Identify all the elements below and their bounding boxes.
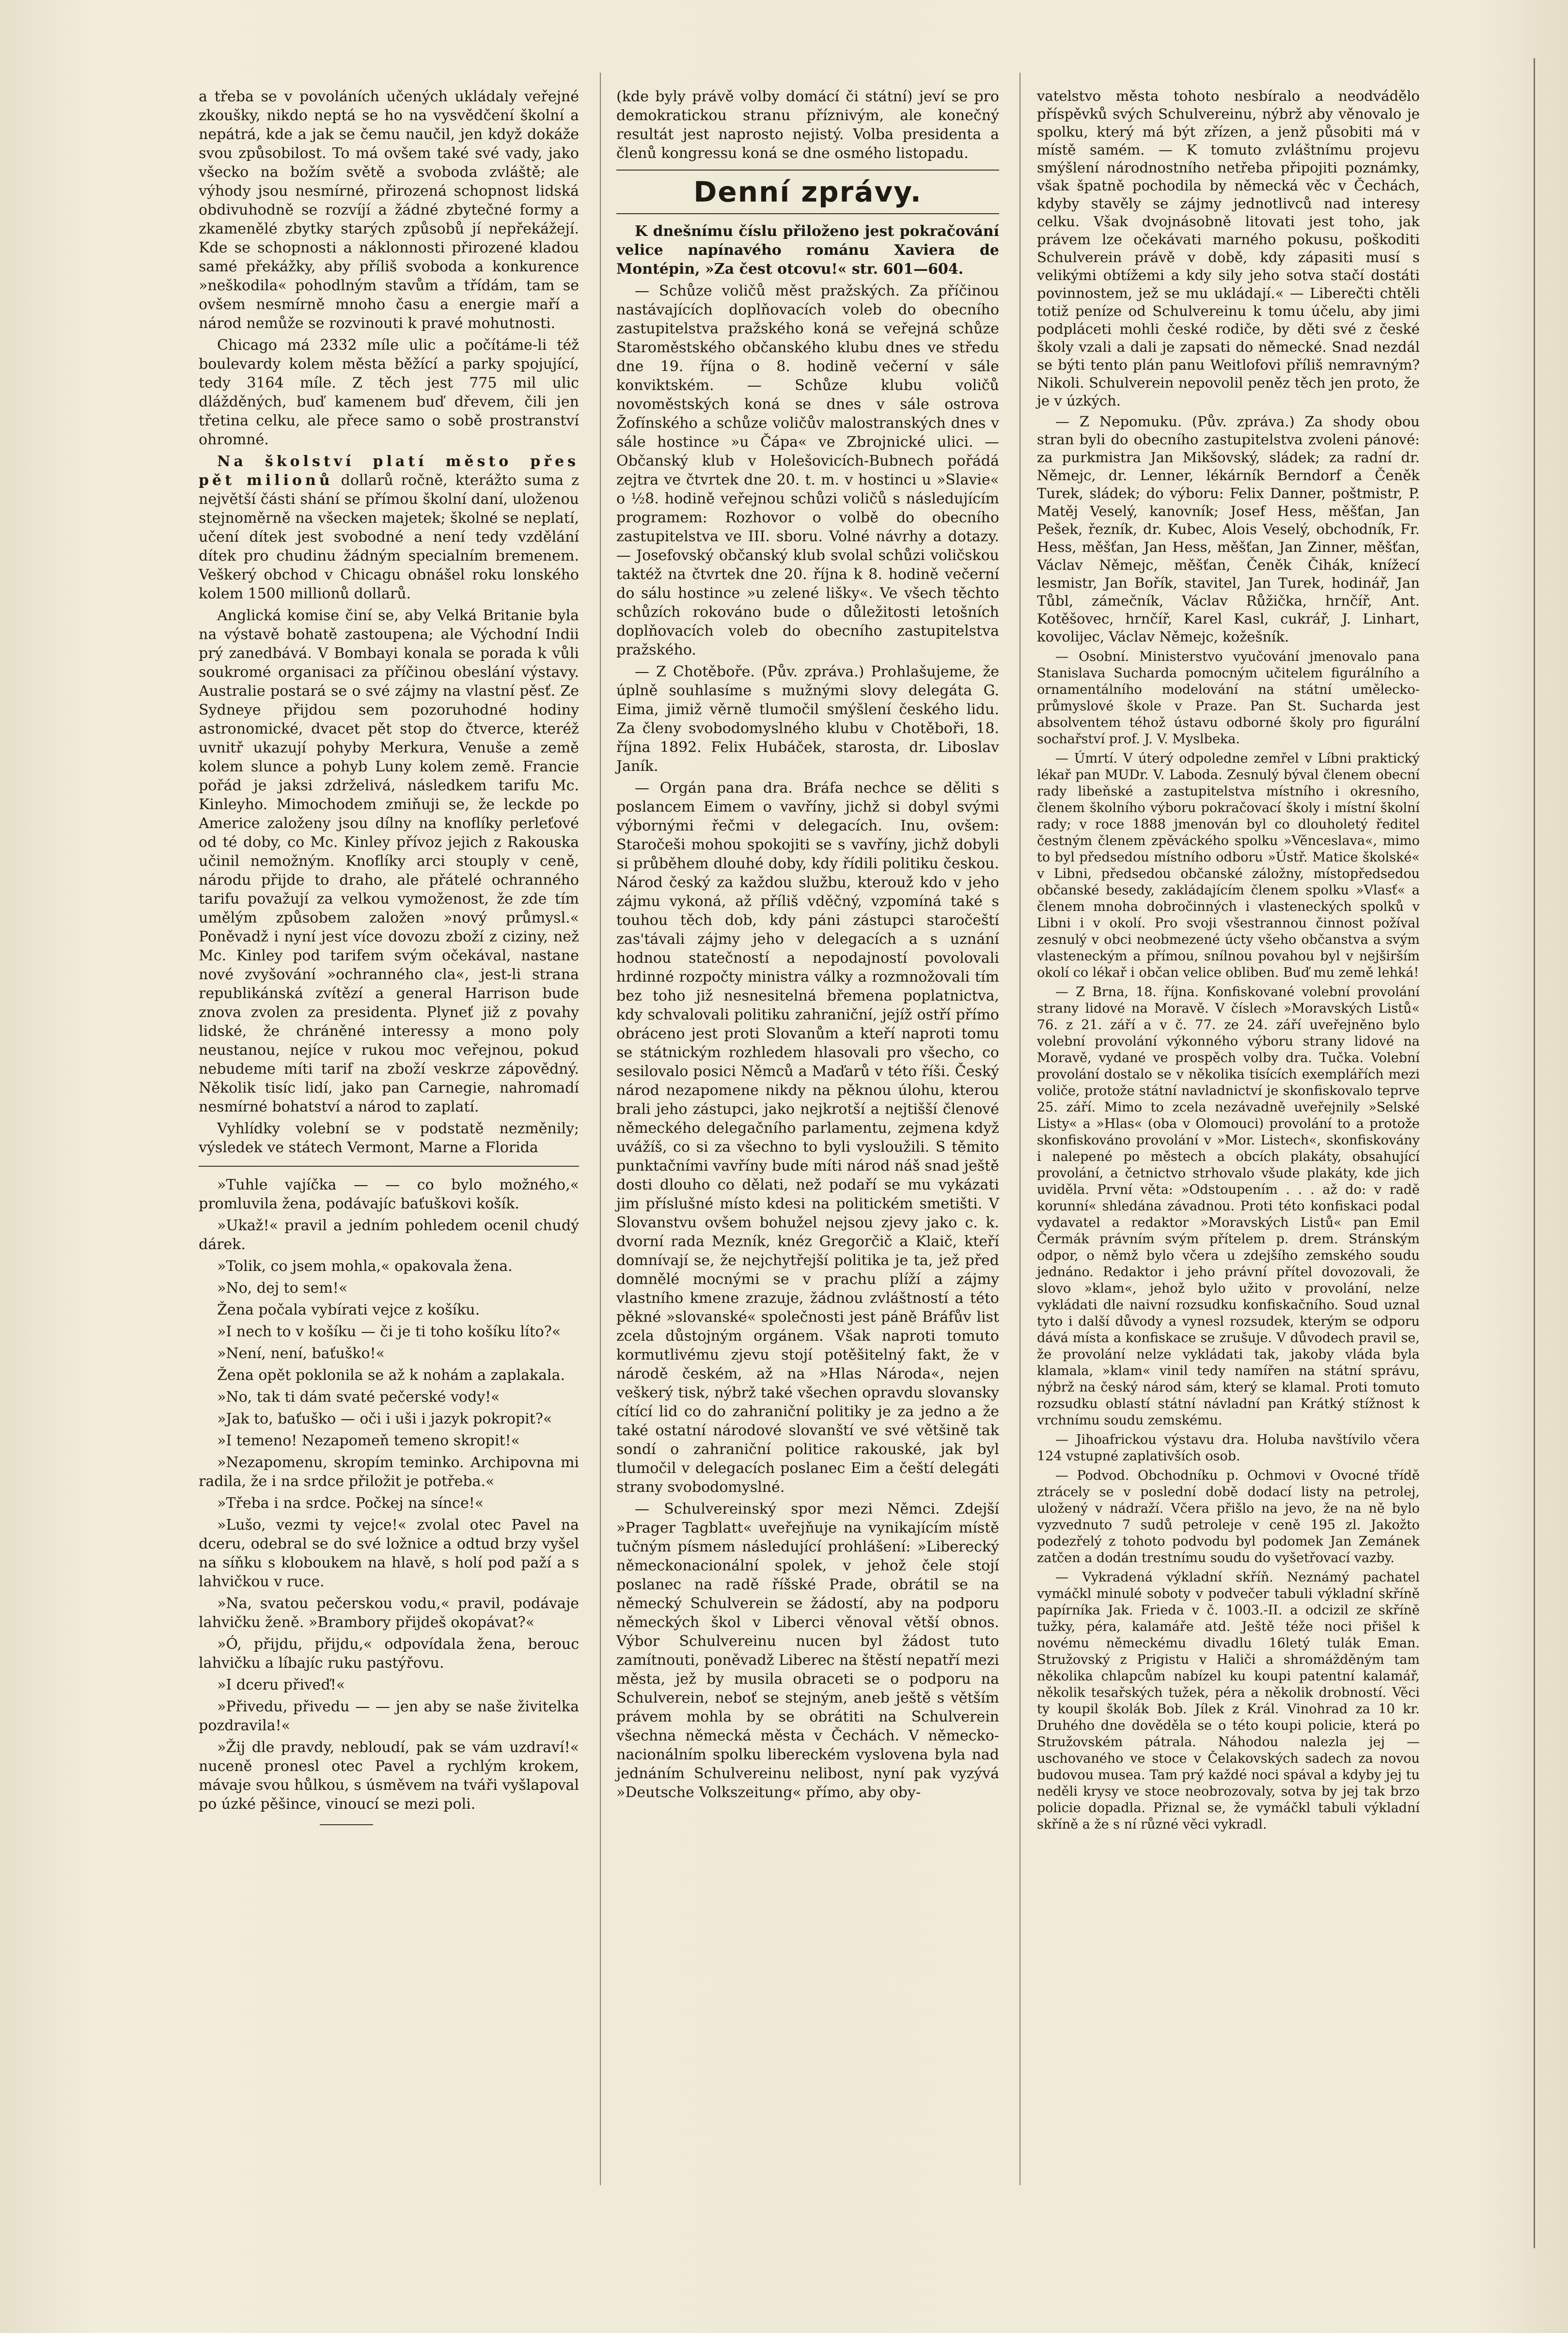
story-line: »Jak to, baťuško — oči i uši i jazyk pokropit?« [217, 1410, 552, 1427]
section-title: Denní zprávy. [616, 170, 999, 214]
story-line: »Tuhle vajíčka — — co bylo možného,« promluvila žena, podávajíc baťuškovi košík. [199, 1176, 579, 1212]
news-item: — Z Chotěboře. (Pův. zpráva.) Prohlašujeme, že úplně souhlasíme s mužnými slovy delegáta G. Eima, jimiž věrně tlumočil smýšlení českého lidu. Za členy svobodomyslného klubu v Chotěboři, 18. října 1892. Felix Hubáček, starosta, dr. Liboslav Janík. [616, 663, 999, 775]
story-line: »I nech to v košíku — či je ti toho košíku líto?« [217, 1323, 561, 1340]
paragraph-text: dollarů ročně, kterážto suma z největší části shání se přímou školní daní, uloženou stejnoměrně na všecken majetek; školné se neplatí, učení dítek jest svobodné a není tedy vzdělání dítek pro chudinu žádným specialním bremenem. Veškerý obchod v Chicagu obnášel roku lonského kolem 1500 millionů dollarů. [199, 472, 579, 602]
column-2 [616, 87, 999, 1805]
column-1 [199, 87, 579, 1825]
story-line: »Žij dle pravdy, nebloudí, pak se vám uzdraví!« nuceně pronesl otec Pavel a rychlým krokem, mávaje svou hůlkou, s úsměvem na tváři vyšlapoval po úzké pěšince, vinoucí se mezi poli. [199, 1739, 579, 1813]
story-line: Žena opět poklonila se až k nohám a zaplakala. [217, 1367, 565, 1384]
news-item: — Vykradená výkladní skříň. Neznámý pachatel vymáčkl minulé soboty v podvečer tabuli výkladní skříně papírníka Jak. Frieda v č. 1003.-II. a odcizil ze skříně tužky, péra, kalamáře atd. Ještě téže noci přišel k novému německému divadlu 16letý tulák Eman. Stružovský z Prigistu v Haliči a shromážděným tam několika chlapcům nabízel ku koupi patentní kalamář, několik tesařských tužek, péra a několik drobností. Věci ty koupil školák Bob. Jílek z Král. Vinohrad za 10 kr. Druhého dne dověděla se o této koupi policie, která po Stružovském pátrala. Náhodou nalezla jej — uschovaného ve stoce v Čelakovských sadech za novou budovou musea. Tam prý každé noci spával a kdyby jej tu neděli krysy ve stoce neobrozovaly, sotva by jej tak brzo policie dopadla. Přiznal se, že vymáčkl tabuli výkladní skříně a že s ní různé věci vykradl. [1037, 1570, 1420, 1832]
paragraph [199, 452, 579, 603]
story-line: »I dceru přiveď!« [217, 1676, 345, 1693]
paragraph: Vyhlídky volební se v podstatě nezměnily; výsledek ve státech Vermont, Marne a Florida [199, 1120, 579, 1156]
story-line: »I temeno! Nezapomeň temeno skropit!« [217, 1432, 520, 1449]
news-item: — Jihoafrickou výstavu dra. Holuba navštívilo včera 124 vstupné zaplativších osob. [1037, 1432, 1420, 1464]
story-line: »Třeba i na srdce. Počkej na sínce!« [217, 1495, 484, 1512]
story-line: »Ukaž!« pravil a jedním pohledem ocenil chudý dárek. [199, 1217, 579, 1253]
end-rule [320, 1824, 373, 1825]
news-item: — Schulvereinský spor mezi Němci. Zdejší »Prager Tagblatt« uveřejňuje na vynikajícím místě tučným písmem následující prohlášení: »Liberecký německonacionální spolek, v jehož čele stojí poslanec na radě říšské Prade, obrátil se na německý Schulverein se žádostí, aby na podporu německých škol v Liberci věnoval větší obnos. Výbor Schulvereinu nucen byl žádost tuto zamítnouti, poněvadž Liberec na štěstí nepatří mezi města, jež by musila obraceti se o podporu na Schulverein, neboť se stejným, aneb ještě s větším právem mohla by se obrátiti na Schulverein všechna německá města v Čechách. V německo-nacionálním spolku libereckém vyslovena byla nad jednáním Schulvereinu nelibost, nyní pak vyzývá »Deutsche Volkszeitung« přímo, aby oby- [616, 1501, 999, 1801]
story-line: »No, dej to sem!« [217, 1280, 348, 1297]
page-edge [1534, 58, 1535, 2248]
story-line: »Tolik, co jsem mohla,« opakovala žena. [217, 1258, 513, 1275]
divider [199, 1166, 579, 1167]
paragraph: Anglická komise činí se, aby Velká Britanie byla na výstavě bohatě zastoupena; ale Východní Indii prý zanedbává. V Bombayi konala se porada k vůli soukromé organisaci za příčinou obeslání výstavy. Australie postará se o své zájmy na vlastní pěsť. Ze Sydneye přijdou sem pozoruhodné hodiny astronomické, dvacet pět stop do čtverce, kteréž uvnitř ukazují pohyby Merkura, Venuše a země kolem slunce a pohyb Luny kolem země. Francie pořád je jaksi zdrželivá, následkem tarifu Mc. Kinleyho. Mimochodem zmiňuji se, že leckde po Americe založeny jsou dílny na knoflíky perleťové od té doby, co Mc. Kinley přívoz jejich z Rakouska učinil nemožným. Knoflíky arci stouply v ceně, národu přijde to draho, ale přátelé ochranného tarifu považují za velkou vymoženost, že zde tím umělým způsobem založen »nový průmysl.« Poněvadž i nyní jest více dovozu zboží z ciziny, než Mc. Kinley pod tarifem svým očekával, nastane nové zvyšování »ochranného cla«, jest-li strana republikánská zvítězí a general Harrison bude znova zvolen za presidenta. Plyneť již z povahy lidské, že chráněné interessy a mono poly neustanou, nejíce v rukou moc veřejnou, pokud nebudeme míti tarif na zboží veskrze zápovědný. Několik tisíc lidí, jako pan Carnegie, nahromadí nesmírné bohatství a národ to zaplatí. [199, 607, 579, 1115]
story-line: »Na, svatou pečerskou vodu,« pravil, podávaje lahvičku ženě. »Brambory přijdeš okopávat?« [199, 1595, 579, 1631]
story-line: »Nezapomenu, skropím teminko. Archipovna mi radila, že i na srdce přiložit je potřeba.« [199, 1454, 579, 1490]
news-item: — Schůze voličů měst pražských. Za příčinou nastávajících doplňovacích voleb do obecního zastupitelstva pražského koná se veřejná schůze Staroměstského občanského klubu dnes ve středu dne 19. října o 8. hodině večerní v sále konviktském. — Schůze klubu voličů novoměstských koná se dnes v sále ostrova Žofínského a schůze voličův malostranských dnes v sále hostince »u Čápa« ve Zbrojnické ulici. — Občanský klub v Holešovicích-Bubnech pořádá zejtra ve čtvrtek dne 20. t. m. v hostinci u »Slavie« o ½8. hodině veřejnou schůzi voličů s následujícím programem: Rozhovor o volbě do obecního zastupitelstva ve III. sboru. Volné návrhy a dotazy. — Josefovský občanský klub svolal schůzi voličskou taktéž na čtvrtek dne 20. října k 8. hodině večerní do sálu hostince »u zelené lišky«. Ve všech těchto schůzích rokováno bude o důležitosti letošních doplňovacích voleb do obecního zastupitelstva pražského. [616, 282, 999, 658]
story-line: »Lušo, vezmi ty vejce!« zvolal otec Pavel na dceru, odebral se do své ložnice a odtud brzy vyšel na síňku s kloboukem na hlavě, s holí pod paží a s lahvičkou v ruce. [199, 1517, 579, 1590]
news-item: — Z Nepomuku. (Pův. zpráva.) Za shody obou stran byli do obecního zastupitelstva zvoleni pánové: za purkmistra Jan Mikšovský, sládek; za radní dr. Němejc, dr. Lenner, lékárník Berndorf a Čeněk Turek, sládek; do výboru: Felix Danner, poštmistr, P. Matěj Veselý, kanovník; Josef Hess, měšťan, Jan Pešek, řezník, dr. Kubec, Alois Veselý, obchodník, Fr. Hess, měšťan, Jan Hess, měšťan, Jan Zinner, měšťan, Václav Němejc, měšťan, Čeněk Čihák, knížecí lesmistr, Jan Bořík, stavitel, Jan Turek, hodinář, Jan Tůbl, zámečník, Václav Růžička, hrnčíř, Ant. Kotěšovec, hrnčíř, Karel Kasl, cukrář, J. Linhart, kovolijec, Václav Němejc, kožešník. [1037, 413, 1420, 645]
news-item: — Podvod. Obchodníku p. Ochmovi v Ovocné třídě ztrácely se v poslední době dodací listy na petrolej, uložený v nádraží. Včera přišlo na jevo, že na ně bylo vyzvednuto 7 sudů petroleje v ceně 195 zl. Jakožto podezřelý z tohoto podvodu byl podomek Jan Zemánek zatčen a dodán trestnímu soudu do vyšetřovací vazby. [1037, 1468, 1420, 1566]
emphasis-text: Na školství platí město přes pět milionů [199, 453, 579, 489]
news-item: — Orgán pana dra. Bráfa nechce se děliti s poslancem Eimem o vavříny, jichž si dobyl svými výbornými řečmi v delegacích. Inu, ovšem: Staročeši mohou spokojiti se s vavříny, jichž dobyli si průběhem dlouhé doby, kdy řídili politiku českou. Národ český za každou službu, kterouž kdo v jeho zájmu vykoná, až příliš vděčný, vzpomíná také s touhou těch dob, kdy páni zástupci staročeští zas'távali zájmy jeho v delegacích a s uznání hodnou statečností a nepodajností povolovali hrdinné rozpočty ministra války a rozmnožovali tím bez toho již nesnesitelná břemena poplatnictva, kdy schvalovali politiku zahraniční, jejíž ostří přímo obráceno jest proti Slovanům a kteří naproti tomu se státnickým rozhledem hlasovali pro všecho, co sesilovalo posici Němců a Maďarů v této říši. Český národ nezapomene nikdy na pěknou úlohu, kterou brali jeho zástupci, jako nejkrotší a nejtišší členové německého delegačního parlamentu, zejmena když uvážíš, co si za všechno to byli vysloužili. S těmito punktačními vavříny bude míti národ náš snad ještě dosti dlouho co dělati, než podaří se mu vykázati jim příslušné místo kdesi na politickém smetišti. V Slovanstvu ovšem bohužel nejsou zjevy jako c. k. dvorní rada Mezník, knéz Gregorčič a Klaič, kteří domnívají se, že nejchytřejší politika je ta, jež před domnělé mocnými se v prachu plíží a zájmy vlastního kmene zrazuje, žádnou zvláštností a této pěkné »slovanské« společnosti jest páně Bráfův list zcela důstojným orgánem. Však naproti tomuto kormutlivému zjevu stojí potěšitelný fakt, že v národě českém, až na »Hlas Národa«, nejen veškerý tisk, nýbrž také všechen opravdu slovansky cítící lid co do zahraniční politiky je za jedno a že také ostatní národové slovanští ve své většině tak sondí o zahraniční politice rakouské, jak byl tlumočil v delegacích poslanec Eim a čeští delegáti strany svobodomyslné. [616, 780, 999, 1496]
news-item: vatelstvo města tohoto nesbíralo a neodvádělo příspěvků svých Schulvereinu, nýbrž aby věnovalo je spolku, který má být zřízen, a jenž působiti má v místě samém. — K tomuto zvláštnímu projevu smýšlení národnostního netřeba připojiti poznámky, však špatně pochodila by německá věc v Čechách, kdyby stavěly se zájmy jednotlivců nad interesy celku. Však dvojnásobně litovati jest toho, jak právem lze očekávati marného pokusu, poškoditi Schulverein právě v době, kdy zápasiti musí s velikými obtížemi a kdy sily jeho sotva stačí dostáti povinnostem, jež se mu ukládají.« — Liberečti chtěli totiž peníze od Schulvereinu k tomu účelu, aby jimi podpláceti mohli české rodiče, by děti své z české školy vzali a dali je zapsati do německé. Snad nezdál se býti tento plán panu Weitlofovi příliš nemravným? Nikoli. Schulverein nepovolil peněz těch jen proto, že je v úzkých. [1037, 88, 1420, 409]
column-divider [1019, 73, 1020, 2185]
news-item: — Úmrtí. V úterý odpoledne zemřel v Líbni praktický lékař pan MUDr. V. Laboda. Zesnulý býval členem obecní rady libeňské a zastupitelstva místního i okresního, členem školního výboru pokračovací školy i místní školní rady; v roce 1888 jmenován byl co dlouholetý ředitel čestným členem zpěváckého spolku »Věnceslava«, mimo to byl předsedou místního odboru »Ústř. Matice školské« v Libni, předsedou občanské záložny, místopředsedou občanské besedy, zakládajícím členem spolku »Vlasť« a členem mnoha dobročinných i vlasteneckých spolků v Libni i v okolí. Pro svoji všestrannou činnost požíval zesnulý v obci neobmezené úcty všeho občanstva a svým vlasteneckým a přímou, snílnou povahou byl v nejširším okolí co lékař i občan velice obliben. Buď mu země lehká! [1037, 751, 1420, 980]
news-item: K dnešnímu číslu přiloženo jest pokračování velice napínavého románu Xaviera de Montépin, »Za čest otcovu!« str. 601—604. [616, 223, 999, 278]
story-line: Žena počala vybírati vejce z košíku. [217, 1301, 480, 1318]
story-line: »Ó, přijdu, přijdu,« odpovídala žena, berouc lahvičku a líbajíc ruku pastýřovu. [199, 1636, 579, 1672]
column-3 [1037, 87, 1420, 1836]
paragraph: Chicago má 2332 míle ulic a počítáme-li též boulevardy kolem města běžící a parky spojující, tedy 3164 míle. Z těch jest 775 mil ulic dlážděných, buď kamenem buď dřevem, čili jen třetina celku, ale přece samo o sobě prostranství ohromné. [199, 337, 579, 448]
story-line: »No, tak ti dám svaté pečerské vody!« [217, 1389, 500, 1406]
feuilleton [199, 1175, 579, 1825]
news-item: — Osobní. Ministerstvo vyučování jmenovalo pana Stanislava Sucharda pomocným učitelem figurálního a ornamentálního modelování na státní umělecko-průmyslové škole v Praze. Pan St. Sucharda jest absolventem téhož ústavu odborné školy pro figurální sochařství prof. J. V. Myslbeka. [1037, 649, 1420, 747]
news-item: — Z Brna, 18. října. Konfiskované volební provolání strany lidové na Moravě. V číslech »Moravských Listů« 76. z 21. září a v č. 77. ze 24. září uveřejněno bylo volební provolání výkonného výboru strany lidové na Moravě, vydané ve prospěch volby dra. Tučka. Volební provolání dostalo se v několika tisících exemplářích mezi voliče, protože státní navladnictví je skonfiskovalo teprve 25. září. Mimo to zcela nezávadně uveřejnily »Selské Listy« a »Hlas« (oba v Olomouci) provolání to a protože skonfiskováno provolání v »Mor. Listech«, skonfiskovány i nalepené po městech a obcích plakáty, obsahující provolání, a četnictvo strhovalo všude plakáty, kde jich uviděla. První věta: »Odstoupením . . . až do: v radě korunní« shledána závadnou. Proti této konfiskaci podal vydavatel a redaktor »Moravských Listů« pan Emil Čermák právním svým přítelem p. drem. Stránským odpor, o němž bylo včera u zdejšího zemského soudu jednáno. Redaktor i jeho právní přítel dovozovali, že slovo »klam«, jehož bylo užito v provolání, nelze vykládati dle naivní rozsudku konfiskačního. Soud uznal tyto i další důvody a vynesl rozsudek, kterým se odporu dává místa a konfiskace se zrušuje. V důvodech pravil se, že provolání nelze vykládati tak, jakoby vláda byla klamala, »klam« vinil tedy namířen na státní správu, nýbrž na český národ sám, který se klamal. Proti tomuto rozsudku oblastí státní návladní pan Krátký stížnost k vrchnímu soudu zemskému. [1037, 985, 1420, 1428]
paragraph: (kde byly právě volby domácí či státní) jeví se pro demokratickou stranu příznivým, ale konečný resultát jest naprosto nejistý. Volba presidenta a členů kongressu koná se dne osmého listopadu. [616, 88, 999, 162]
column-divider [600, 73, 601, 2185]
paragraph: a třeba se v povoláních učených ukládaly veřejné zkoušky, nikdo neptá se ho na vysvědčení školní a nepátrá, kde a jak se čemu naučil, jen když dokáže svou způsobilost. To má ovšem také své vady, jako všecko na božím světě a svoboda zvláště; ale výhody jsou nesmírné, přirozená schopnost lidská obdivuhodně se rozvíjí a žádné zbytečné formy a zkamenělé zbytky starých způsobů jí nepřekážejí. Kde se schopnosti a náklonnosti přirozené kladou samé překážky, aby příliš svoboda a konkurence »neškodila« pohodlným stavům a třídám, tam se ovšem nesmírně mnoho času a energie maří a národ nemůže se rozvinouti k pravé mohutnosti. [199, 88, 579, 332]
story-line: »Přivedu, přivedu — — jen aby se naše živitelka pozdravila!« [199, 1698, 579, 1734]
story-line: »Není, není, baťuško!« [217, 1345, 385, 1362]
